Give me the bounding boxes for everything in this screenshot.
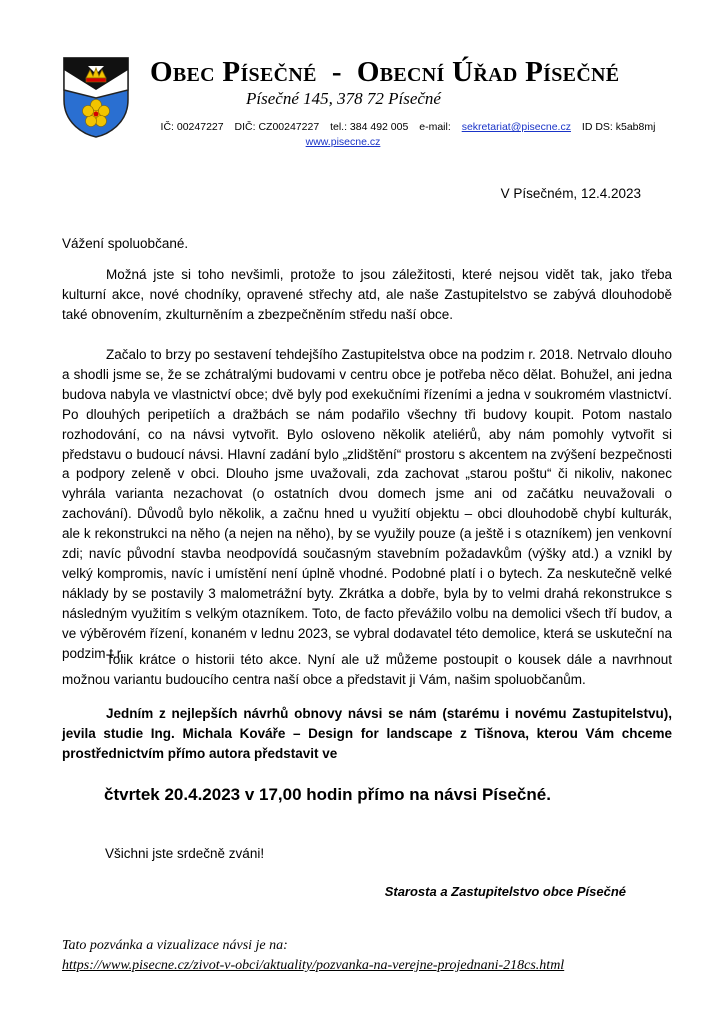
letter-date: V Písečném, 12.4.2023 [500,186,641,201]
paragraph-study: Jedním z nejlepších návrhů obnovy návsi se nám (starému i novému Zastupitelstvu), jevila studie Ing. Michala Kováře – Design for landscape z Tišnova, kterou Vám chceme prostřednictvím přímo autora představit ve [62,706,672,761]
paragraph-intro: Možná jste si toho nevšimli, protože to jsou záležitosti, které nejsou vidět tak, jako třeba kulturní akce, nové chodníky, opravené střechy atd, ale naše Zastupitelstvo se zabývá dlouhodobě také obnovením, zkulturněním a zbezpečněním středu naší obce. [62,267,672,322]
event-date-time: čtvrtek 20.4.2023 v 17,00 hodin přímo na návsi Písečné. [104,785,551,804]
signature: Starosta a Zastupitelstvo obce Písečné [384,884,626,899]
municipal-coat-of-arms-icon [62,56,130,138]
paragraph-transition: Tolik krátce o historii této akce. Nyní ale už můžeme postoupit o kousek dále a navrhnout možnou variantu budoucího centra naší obce a představit ji Vám, našim spoluobčanům. [62,652,672,687]
website-link[interactable]: www.pisecne.cz [305,136,381,148]
data-box-id: ID DS: k5ab8mj [581,121,656,133]
website-line [148,136,538,148]
email-link[interactable]: sekretariat@pisecne.cz [461,121,571,133]
contact-line [148,121,668,133]
dic-number: DIČ: CZ00247227 [234,121,320,133]
invitation-line: Všichni jste srdečně zváni! [105,846,265,861]
ic-number: IČ: 00247227 [160,121,224,133]
footer-note: Tato pozvánka a vizualizace návsi je na: [62,938,288,953]
letterhead-title: Obec Písečné - Obecní Úřad Písečné [150,56,620,88]
paragraph-history: Začalo to brzy po sestavení tehdejšího Zastupitelstva obce na podzim r. 2018. Netrvalo dlouho a shodli jsme se, že se zchátralými budovami v centru obce je potřeba něco dělat. Bohužel, ani jedna budova nabyla ve vlastnictví obce; dvě byly pod exekučními řízeními a jedna v soukromém vlastnictví. Po dlouhých peripetiích a dražbách se nám podařilo všechny tři budovy koupit. Potom nastalo rozhodování, co na návsi vytvořit. Bylo osloveno několik ateliérů, aby nám pomohly vytvořit si představu o budoucí návsi. Hlavní zadání bylo „zlidštění“ prostoru s akcentem na zvýšení bezpečnosti a podpory zeleně v obci. Dlouho jsme uvažovali, zda zachovat „starou poštu“ či nikoliv, nakonec vyhrála varianta nezachovat (o ostatních dvou domech jsme ani od začátku neuvažovali o zachování). Důvodů bylo několik, a začnu hned u využití objektu – obci dlouhodobě chybí kulturák, ale k rekonstrukci na něho (a nejen na něho), by se využily pouze (a ještě i s otazníkem) jen venkovní zdi; navíc původní stavba neodpovídá současným stavebním požadavkům (výšky atd.) a vznikl by velký kompromis, navíc i umístění není úplně vhodné. Podobné platí i o bytech. Za neskutečně velké náklady by se postavily 3 malometrážní byty. Zkrátka a dobře, byla by to velmi drahá rekonstrukce s následným využitím s velkým otazníkem. Toto, de facto převážilo volbu na demolici všech tří budov, a ve výběrovém řízení, konaném v lednu 2023, se vybral dodavatel této demolice, která se uskuteční na podzim t.r. [62,347,672,661]
email-label: e-mail: [419,121,451,133]
footer-link[interactable]: https://www.pisecne.cz/zivot-v-obci/aktuality/pozvanka-na-verejne-projednani-218cs.html [62,958,565,973]
salutation: Vážení spoluobčané. [62,236,189,251]
letterhead-address: Písečné 145, 378 72 Písečné [246,89,441,108]
phone-number: tel.: 384 492 005 [330,121,409,133]
